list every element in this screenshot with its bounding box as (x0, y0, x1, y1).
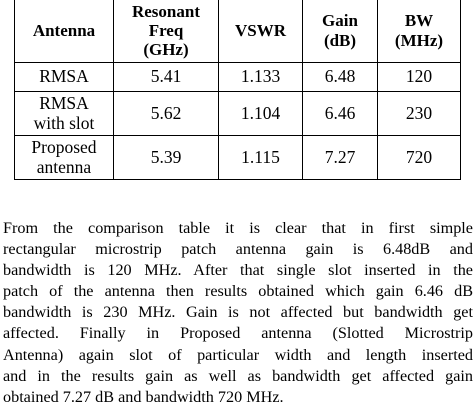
cell-antenna: RMSA with slot (15, 92, 114, 136)
header-resonant-freq: Resonant Freq (GHz) (114, 0, 219, 63)
cell-freq: 5.62 (114, 92, 219, 136)
cell-freq: 5.39 (114, 136, 219, 180)
paragraph-line: rectangular microstrip patch antenna gain is 6.48dB and (3, 240, 473, 259)
cell-vswr: 1.115 (219, 136, 303, 180)
cell-gain: 6.46 (303, 92, 378, 136)
paragraph-line: Antenna) again slot of particular width and length inserted (3, 345, 473, 364)
cell-freq: 5.41 (114, 63, 219, 92)
paragraph-line: and in the results gain as well as bandwidth get affected gain (3, 366, 473, 385)
table-row (15, 63, 461, 92)
paragraph-line: affected. Finally in Proposed antenna (Slotted Microstrip (3, 324, 473, 343)
header-bw: BW (MHz) (378, 0, 461, 63)
table-row (15, 92, 461, 136)
cell-gain: 7.27 (303, 136, 378, 180)
comparison-table (14, 0, 461, 180)
paragraph-line: bandwidth is 120 MHz. After that single slot inserted in the (3, 261, 473, 280)
header-antenna: Antenna (15, 0, 114, 63)
cell-bw: 120 (378, 63, 461, 92)
body-paragraph (3, 218, 473, 408)
cell-antenna: RMSA (15, 63, 114, 92)
paragraph-line: obtained 7.27 dB and bandwidth 720 MHz. (3, 387, 284, 406)
header-vswr: VSWR (219, 0, 303, 63)
cell-vswr: 1.104 (219, 92, 303, 136)
cell-antenna: Proposed antenna (15, 136, 114, 180)
cell-bw: 230 (378, 92, 461, 136)
cell-gain: 6.48 (303, 63, 378, 92)
table-header-row (15, 0, 461, 63)
header-gain: Gain (dB) (303, 0, 378, 63)
cell-bw: 720 (378, 136, 461, 180)
paragraph-line: bandwidth is 230 MHz. Gain is not affected but bandwidth get (3, 303, 473, 322)
table-row (15, 136, 461, 180)
cell-vswr: 1.133 (219, 63, 303, 92)
paragraph-line: From the comparison table it is clear that in first simple (3, 219, 473, 237)
paragraph-line: patch of the antenna then results obtained which gain 6.46 dB (3, 282, 473, 301)
